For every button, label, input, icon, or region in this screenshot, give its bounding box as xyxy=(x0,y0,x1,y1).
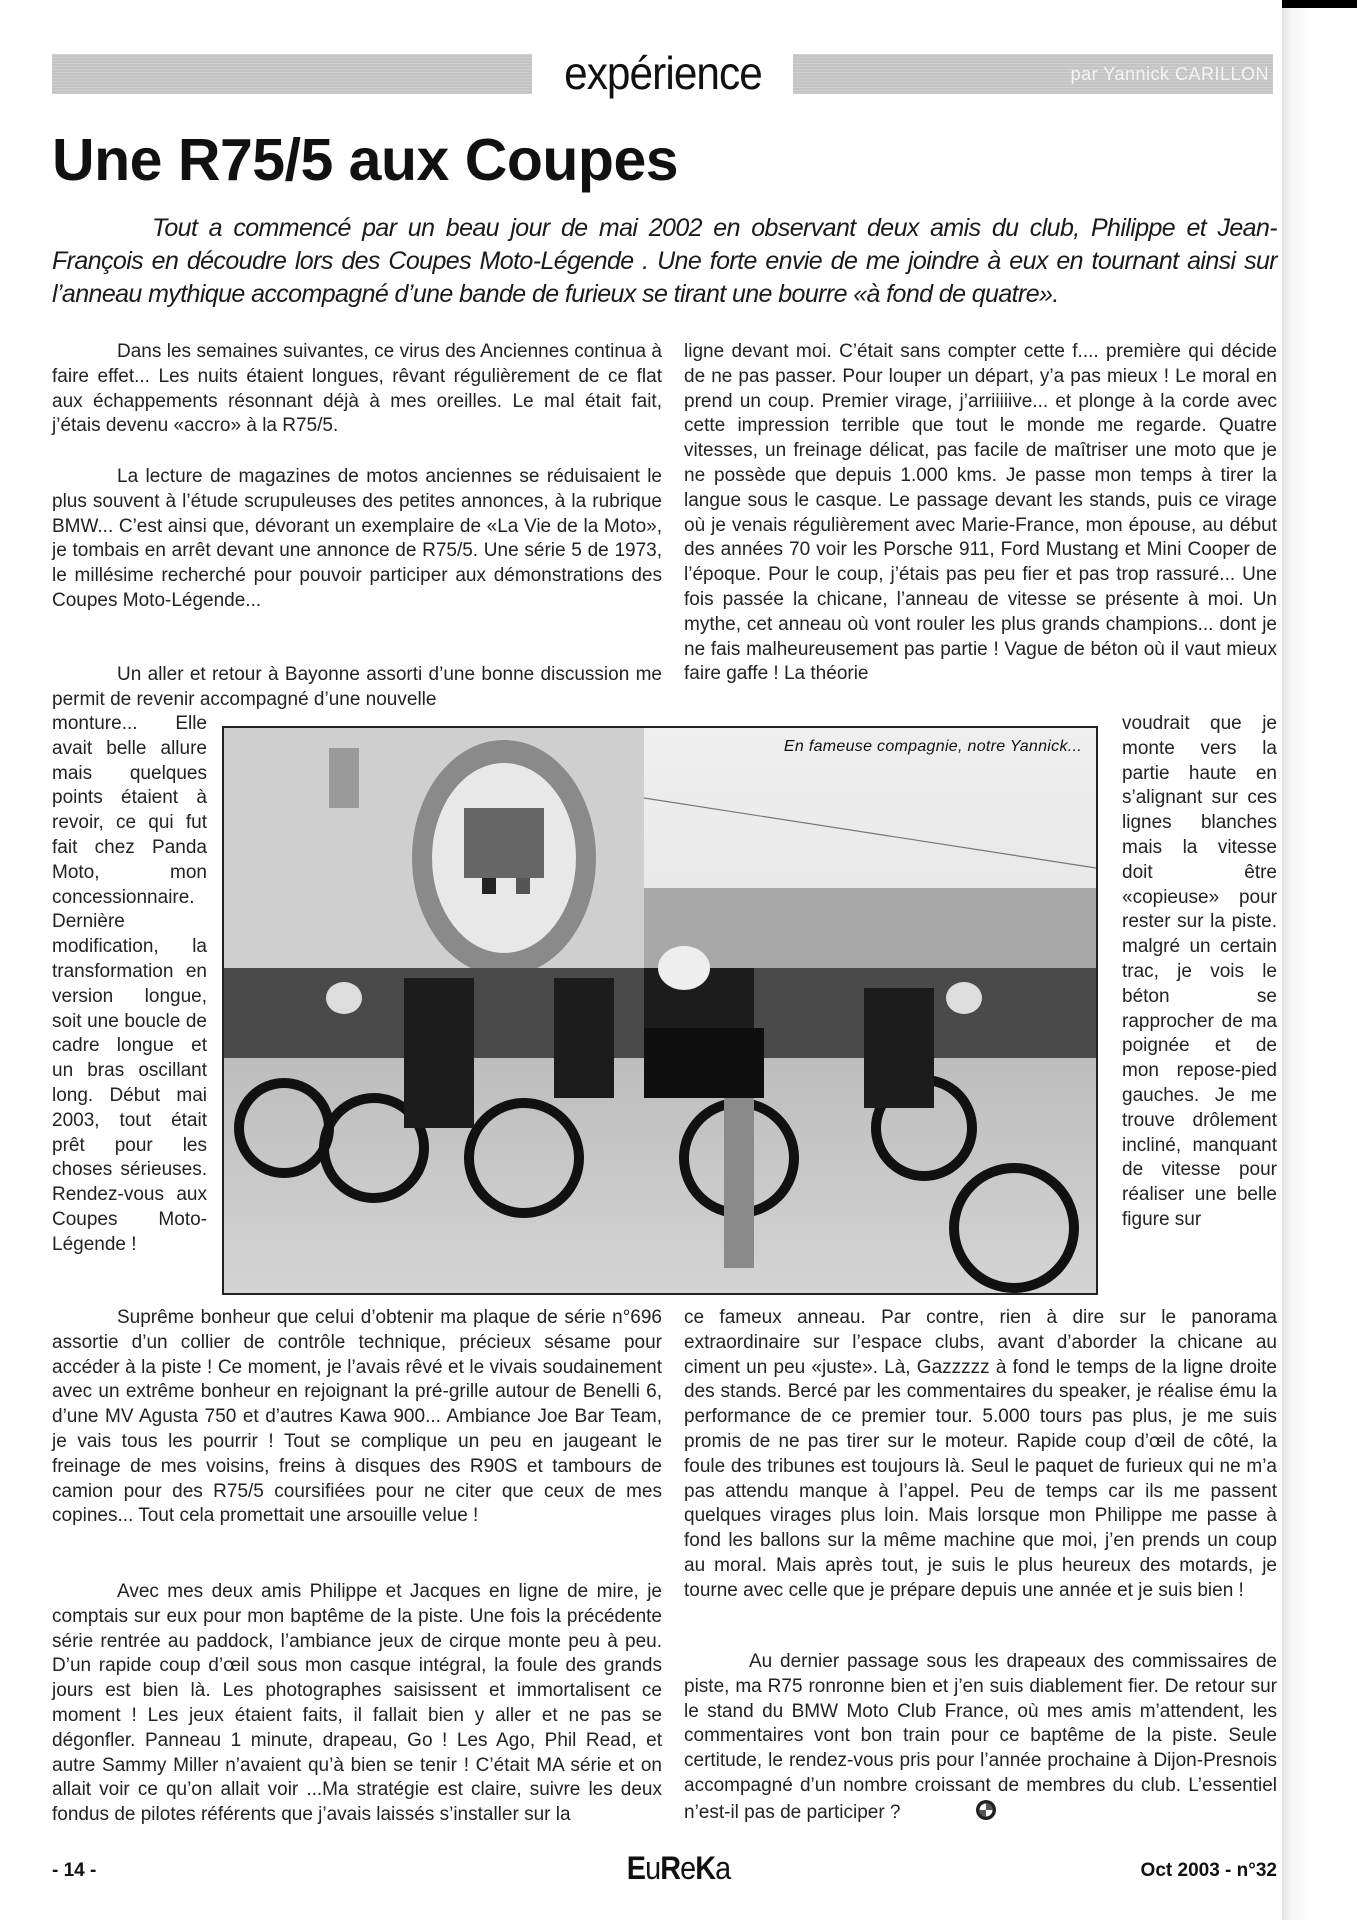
article-photo xyxy=(222,726,1098,1295)
photo-illustration xyxy=(224,728,1096,1293)
paragraph: La lecture de magazines de motos anciennes se réduisaient le plus souvent à l’étude scrupuleuses des petites annonces, à la rubrique BMW... C’est ainsi que, dévorant un exemplaire de «La Vie de la Moto», je tombais en arrêt devant une annonce de R75/5. Une série 5 de 1973, le millésime recherché pour pouvoir participer aux démonstrations des Coupes Moto-Légende... xyxy=(52,466,662,611)
logo-part: E xyxy=(626,1850,646,1886)
paragraph: ce fameux anneau. Par contre, rien à dire sur le panorama extraordinaire sur l’espace clubs, avant d’aborder la chicane au ciment un peu «juste». Là, Gazzzzz à fond le temps de la ligne droite des stands. Bercé par les commentaires du speaker, je réalise ému la performance de ce premier tour. 5.000 tours pas plus, je me suis promis de ne pas tirer sur le moteur. Rapide coup d’œil de côté, la foule des tribunes est toujours là. Seul le paquet de furieux qui ne m’a pas attendu manque à l’appel. Peu de temps car ils me passent quelques virages plus loin. Mais lorsque mon Philippe me passe à fond les ballons sur la même machine que moi, j’en prends un coup au moral. Mais après tout, je suis le plus heureux des motards, je tourne avec celle que je prépare depuis une année et je suis bien ! xyxy=(684,1307,1277,1601)
logo-part: R xyxy=(660,1850,681,1886)
paragraph: Un aller et retour à Bayonne assorti d’une bonne discussion me permit de revenir accompagné d’une nouvelle xyxy=(52,664,662,710)
logo-part: u xyxy=(645,1850,661,1886)
fuel-tank xyxy=(644,1028,764,1098)
bmw-roundel-icon xyxy=(910,1799,997,1829)
paragraph-final-text: Au dernier passage sous les drapeaux des commissaires de piste, ma R75 ronronne bien et j’en suis diablement fier. De retour sur le stand du BMW Moto Club France, où mes amis m’attendent, les commentaires vont bon train pour ce baptême de la piste. Seule certitude, le rendez-vous pris pour l’année prochaine à Dijon-Presnois accompagné d’un nombre croissant de membres du club. L’essentiel n’est-il pas de participer ? xyxy=(684,1651,1277,1823)
paragraph-wrap-left: monture... Elle avait belle allure mais quelques points étaient à revoir, ce qui fut fait chez Panda Moto, mon concessionnaire. Dernière modification, la transformation en version longue, soit une boucle de cadre longue et un bras oscillant long. Début mai 2003, tout était prêt pour les choses sérieuses. Rendez-vous aux Coupes Moto-Légende ! xyxy=(52,713,207,1255)
issue-date: Oct 2003 - n°32 xyxy=(1140,1860,1277,1881)
byline: par Yannick CARILLON xyxy=(1070,64,1269,84)
page-number: - 14 - xyxy=(52,1860,97,1881)
article-title: Une R75/5 aux Coupes xyxy=(52,127,679,193)
logo-part: K xyxy=(695,1850,716,1886)
article-intro: Tout a commencé par un beau jour de mai 2002 en observant deux amis du club, Philippe et Jean-François en découdre lors des Coupes Moto-Légende . Une forte envie de me joindre à eux en tournant ainsi sur l’anneau mythique accompagné d’une bande de furieux se tirant une bourre «à fond de quatre». xyxy=(52,214,1277,308)
paragraph: Suprême bonheur que celui d’obtenir ma plaque de série n°696 assortie d’un collier de contrôle technique, précieux sésame pour accéder à la piste ! Ce moment, je l’avais rêvé et le vivais soudainement avec un extrême bonheur en rejoignant la pré-grille autour de Benelli 6, d’une MV Agusta 750 et d’autres Kawa 900... Ambiance Joe Bar Team, je vais tous les pourrir ! Tout se complique un peu en jaugeant le freinage de mes voisins, freins à disques des R90S et tambours de camion pour des R75/5 coursifiées pour ne citer que ceux de mes copines... Tout cela promettait une arsouille velue ! xyxy=(52,1307,662,1527)
page-edge-top xyxy=(1282,0,1357,8)
paragraph-wrap-right: voudrait que je monte vers la partie haute en s’alignant sur ces lignes blanches mais la vitesse doit être «copieuse» pour rester sur la piste. malgré un certain trac, je vois le béton se rapprocher de ma poignée et de mon repose-pied gauches. Je me trouve drôlement incliné, manquant de vitesse pour réaliser une belle figure sur xyxy=(1122,713,1277,1230)
page-edge-shadow xyxy=(1282,0,1357,1920)
paragraph: Avec mes deux amis Philippe et Jacques en ligne de mire, je comptais sur eux pour mon baptême de la piste. Une fois la précédente série rentrée au paddock, l’ambiance jeux de cirque monte peu à peu. D’un rapide coup d’œil sous mon casque intégral, la foule des grands jours est bien là. Les photographes saisissent et immortalisent ce moment ! Les jeux étaient faits, il fallait bien y aller et ne pas se dégonfler. Panneau 1 minute, drapeau, Go ! Les Ago, Phil Read, et autre Sammy Miller n’avaient qu’à bien se tenir ! C’était MA série et on allait voir ce qu’on allait voir ...Ma stratégie est claire, suivre les deux fondus de pilotes référents que j’avais laissés s’installer sur la xyxy=(52,1581,662,1826)
logo-part: e xyxy=(680,1850,696,1886)
section-label: expérience xyxy=(564,47,762,99)
paragraph: ligne devant moi. C’était sans compter cette f.... première qui décide de ne pas passer. Pour louper un départ, y’a pas mieux ! Le moral en prend un coup. Premier virage, j’arriiiiive... et plonge à la corde avec cette impression terrible que tout le monde me regarde. Quatre vitesses, un freinage délicat, pas facile de maîtriser une moto que je ne possède que depuis 1.000 kms. Je passe mon temps à tirer la langue sous le casque. Le passage devant les stands, puis ce virage où je venais régulièrement avec Marie-France, mon épouse, au début des années 70 voir les Porsche 911, Ford Mustang et Mini Cooper de l’époque. Pour le coup, j’étais pas peu fier et pas trop rassuré... Une fois passée la chicane, l’anneau de vitesse se présente à moi. Un mythe, cet anneau où vont rouler les plus grands champions... dont je ne fais malheureusement pas partie ! Vague de béton où il vaut mieux faire gaffe ! La théorie xyxy=(684,341,1277,685)
paragraph: Dans les semaines suivantes, ce virus des Anciennes continua à faire effet... Les nuits étaient longues, rêvant régulièrement de ce flat aux échappements résonnant déjà à mes oreilles. Le mal était fait, j’étais devenu «accro» à la R75/5. xyxy=(52,341,662,437)
window xyxy=(329,748,359,808)
paragraph-final xyxy=(684,1650,1277,1829)
club-emblem xyxy=(412,740,596,976)
header-bar-left xyxy=(52,54,532,94)
logo-part: a xyxy=(715,1850,731,1886)
photo-caption: En fameuse compagnie, notre Yannick... xyxy=(783,738,1082,755)
